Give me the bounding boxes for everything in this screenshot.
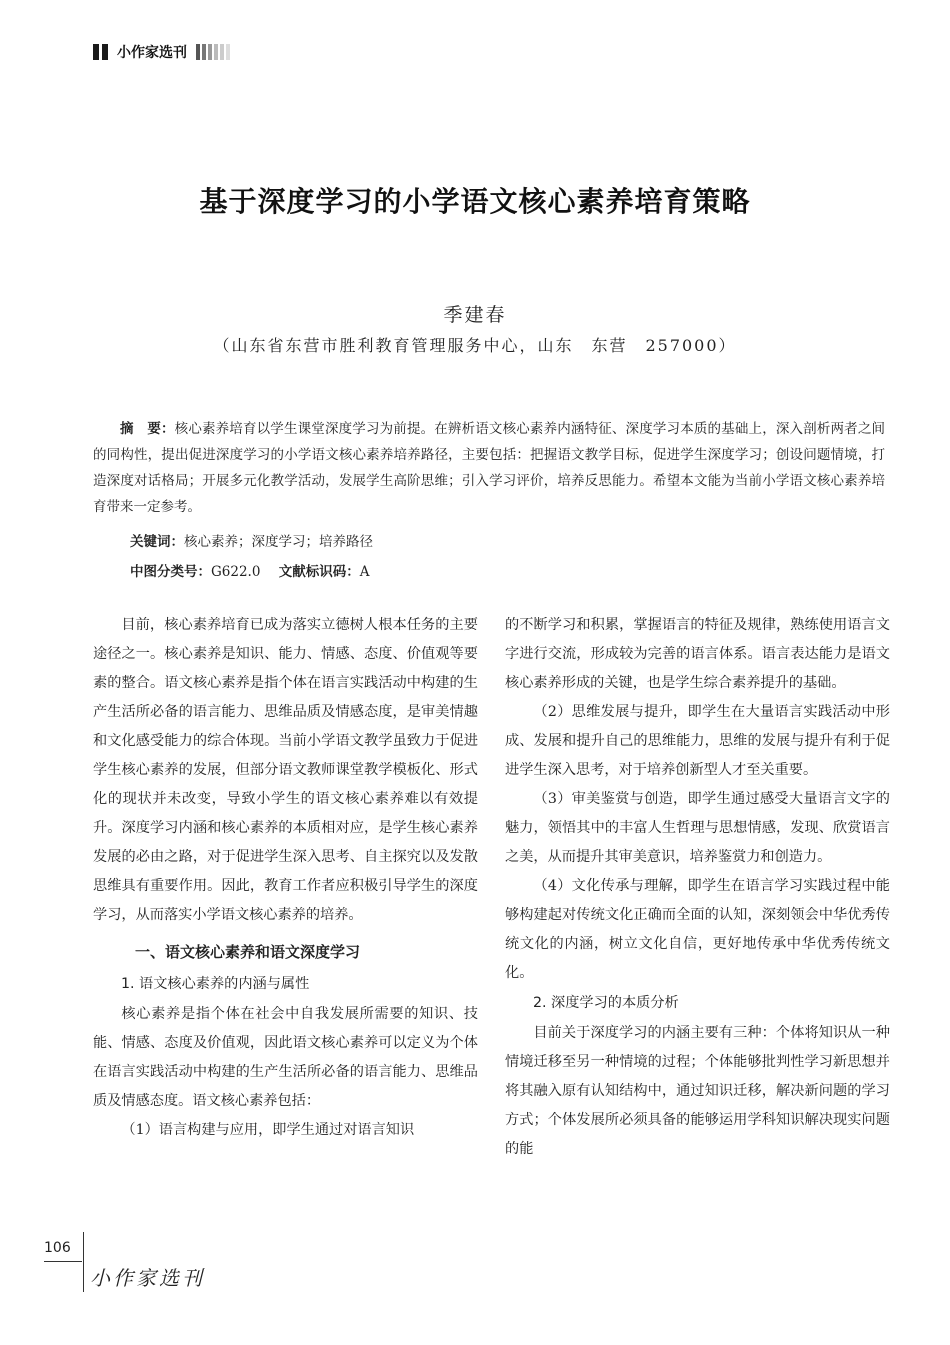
subsection-heading: 1. 语文核心素养的内涵与属性 xyxy=(121,976,310,992)
subsection-heading: 2. 深度学习的本质分析 xyxy=(533,995,679,1011)
journal-header xyxy=(93,42,232,62)
body-paragraph: 的不断学习和积累，掌握语言的特征及规律，熟练使用语言文字进行交流，形成较为完善的语言体系。语言表达能力是语文核心素养形成的关键，也是学生综合素养提升的基础。 xyxy=(505,617,890,691)
footer-divider xyxy=(83,1232,84,1292)
body-paragraph: （2）思维发展与提升，即学生在大量语言实践活动中形成、发展和提升自己的思维能力，思维的发展与提升有利于促进学生深入思考，对于培养创新型人才至关重要。 xyxy=(505,704,890,778)
section-heading: 一、语文核心素养和语文深度学习 xyxy=(135,943,361,961)
right-column xyxy=(505,611,890,1164)
journal-logo: 小作家选刊 xyxy=(90,1266,205,1290)
footer-rule xyxy=(44,1261,82,1262)
header-bar-icon xyxy=(102,44,108,60)
header-bar-icon xyxy=(93,44,99,60)
keywords-text: 核心素养；深度学习；培养路径 xyxy=(184,534,373,550)
body-paragraph: 核心素养是指个体在社会中自我发展所需要的知识、技能、情感、态度及价值观，因此语文核心素养可以定义为个体在语言实践活动中构建的生产生活所必备的语言能力、思维品质及情感态度。语文核心素养包括： xyxy=(93,1006,478,1109)
author-affiliation: （山东省东营市胜利教育管理服务中心，山东 东营 257000） xyxy=(213,336,737,355)
clc-label: 中图分类号： xyxy=(130,564,211,580)
article-title: 基于深度学习的小学语文核心素养培育策略 xyxy=(199,185,751,218)
journal-name: 小作家选刊 xyxy=(117,45,187,61)
body-paragraph: （1）语言构建与应用，即学生通过对语言知识 xyxy=(121,1122,415,1138)
body-paragraph: （3）审美鉴赏与创造，即学生通过感受大量语言文字的魅力，领悟其中的丰富人生哲理与思想情感，发现、欣赏语言之美，从而提升其审美意识，培养鉴赏力和创造力。 xyxy=(505,791,890,865)
doc-code-value: A xyxy=(359,564,370,580)
classification xyxy=(130,560,369,580)
body-paragraph: 目前，核心素养培育已成为落实立德树人根本任务的主要途径之一。核心素养是知识、能力、情感、态度、价值观等要素的整合。语文核心素养是指个体在语言实践活动中构建的生产生活所必备的语言能力、思维品质及情感态度，是审美情趣和文化感受能力的综合体现。当前小学语文教学虽致力于促进学生核心素养的发展，但部分语文教师课堂教学模板化、形式化的现状并未改变，导致小学生的语文核心素养难以有效提升。深度学习内涵和核心素养的本质相对应，是学生核心素养发展的必由之路，对于促进学生深入思考、自主探究以及发散思维具有重要作用。因此，教育工作者应积极引导学生的深度学习，从而落实小学语文核心素养的培养。 xyxy=(93,617,478,923)
doc-code-label: 文献标识码： xyxy=(278,564,360,580)
keywords xyxy=(130,530,373,550)
left-column xyxy=(93,611,478,1145)
author-name: 季建春 xyxy=(443,304,507,326)
abstract xyxy=(93,416,885,520)
abstract-label: 摘 要： xyxy=(120,421,175,437)
clc-value: G622.0 xyxy=(211,564,261,580)
keywords-label: 关键词： xyxy=(130,534,184,550)
body-paragraph: 目前关于深度学习的内涵主要有三种：个体将知识从一种情境迁移至另一种情境的过程；个体能够批判性学习新思想并将其融入原有认知结构中，通过知识迁移，解决新问题的学习方式；个体发展所必须具备的能够运用学科知识解决现实问题的能 xyxy=(505,1025,890,1157)
abstract-text: 核心素养培育以学生课堂深度学习为前提。在辨析语文核心素养内涵特征、深度学习本质的基础上，深入剖析两者之间的同构性，提出促进深度学习的小学语文核心素养培养路径，主要包括：把握语文教学目标，促进学生深度学习；创设问题情境，打造深度对话格局；开展多元化教学活动，发展学生高阶思维；引入学习评价，培养反思能力。希望本文能为当前小学语文核心素养培育带来一定参考。 xyxy=(93,421,886,515)
page-number: 106 xyxy=(44,1240,71,1256)
body-paragraph: （4）文化传承与理解，即学生在语言学习实践过程中能够构建起对传统文化正确而全面的认知，深刻领会中华优秀传统文化的内涵，树立文化自信，更好地传承中华优秀传统文化。 xyxy=(505,878,890,981)
header-stripes-icon xyxy=(196,44,232,60)
